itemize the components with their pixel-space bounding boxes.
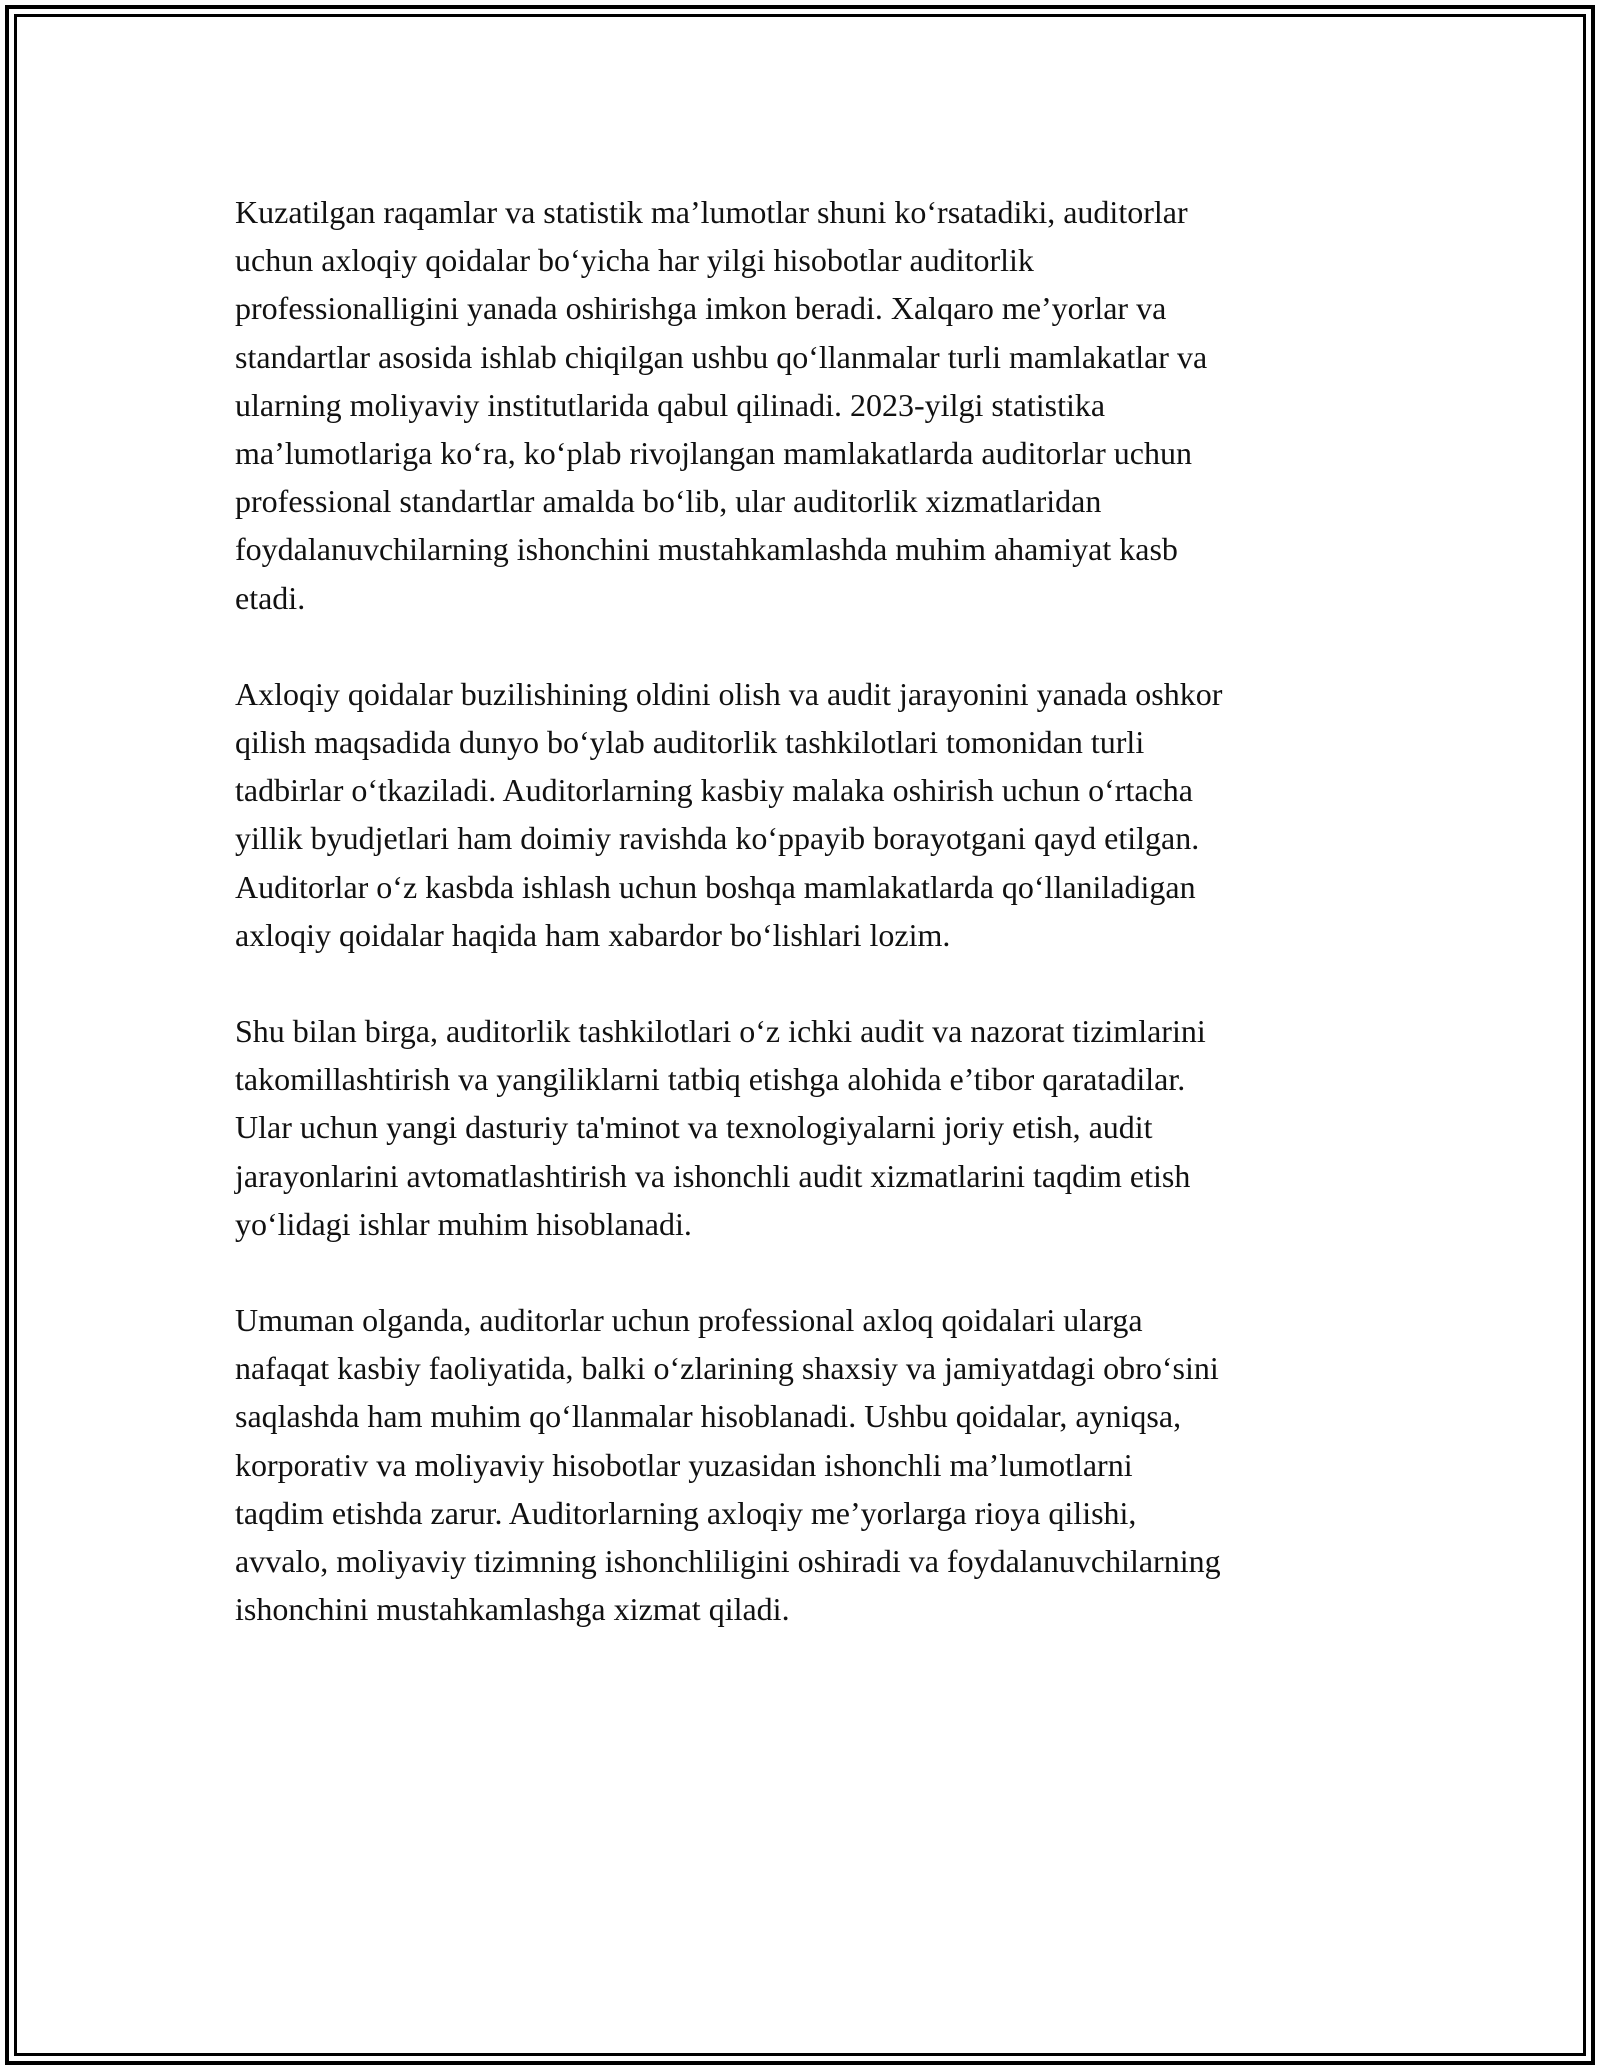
paragraph-4: Umuman olganda, auditorlar uchun professional axloq qoidalari ularga nafaqat kasbiy faoliyatida, balki o‘zlarining shaxsiy va jamiyatdagi obro‘sini saqlashda ham muhim qo‘llanmalar hisoblanadi. Ushbu qoidalar, ayniqsa, korporativ va moliyaviy hisobotlar yuzasidan ishonchli ma’lumotlarni taqdim etishda zarur. Auditorlarning axloqiy me’yorlarga rioya qilishi, avvalo, moliyaviy tizimning ishonchliligini oshiradi va foydalanuvchilarning ishonchini mustahkamlashga xizmat qiladi. — [235, 1302, 1221, 1628]
document-body — [235, 188, 1375, 1681]
paragraph-2: Axloqiy qoidalar buzilishining oldini olish va audit jarayonini yanada oshkor qilish maqsadida dunyo bo‘ylab auditorlik tashkilotlari tomonidan turli tadbirlar o‘tkaziladi. Auditorlarning kasbiy malaka oshirish uchun o‘rtacha yillik byudjetlari ham doimiy ravishda ko‘ppayib borayotgani qayd etilgan. Auditorlar o‘z kasbda ishlash uchun boshqa mamlakatlarda qo‘llaniladigan axloqiy qoidalar haqida ham xabardor bo‘lishlari lozim. — [235, 675, 1223, 953]
paragraph-1: Kuzatilgan raqamlar va statistik ma’lumotlar shuni ko‘rsatadiki, auditorlar uchun axloqiy qoidalar bo‘yicha har yilgi hisobotlar auditorlik professionalligini yanada oshirishga imkon beradi. Xalqaro me’yorlar va standartlar asosida ishlab chiqilgan ushbu qo‘llanmalar turli mamlakatlar va ularning moliyaviy institutlarida qabul qilinadi. 2023-yilgi statistika ma’lumotlariga ko‘ra, ko‘plab rivojlangan mamlakatlarda auditorlar uchun professional standartlar amalda bo‘lib, ular auditorlik xizmatlaridan foydalanuvchilarning ishonchini mustahkamlashda muhim ahamiyat kasb etadi. — [235, 194, 1208, 616]
paragraph-3: Shu bilan birga, auditorlik tashkilotlari o‘z ichki audit va nazorat tizimlarini takomillashtirish va yangiliklarni tatbiq etishga alohida e’tibor qaratadilar. Ular uchun yangi dasturiy ta'minot va texnologiyalarni joriy etish, audit jarayonlarini avtomatlashtirish va ishonchli audit xizmatlarini taqdim etish yo‘lidagi ishlar muhim hisoblanadi. — [235, 1013, 1206, 1242]
